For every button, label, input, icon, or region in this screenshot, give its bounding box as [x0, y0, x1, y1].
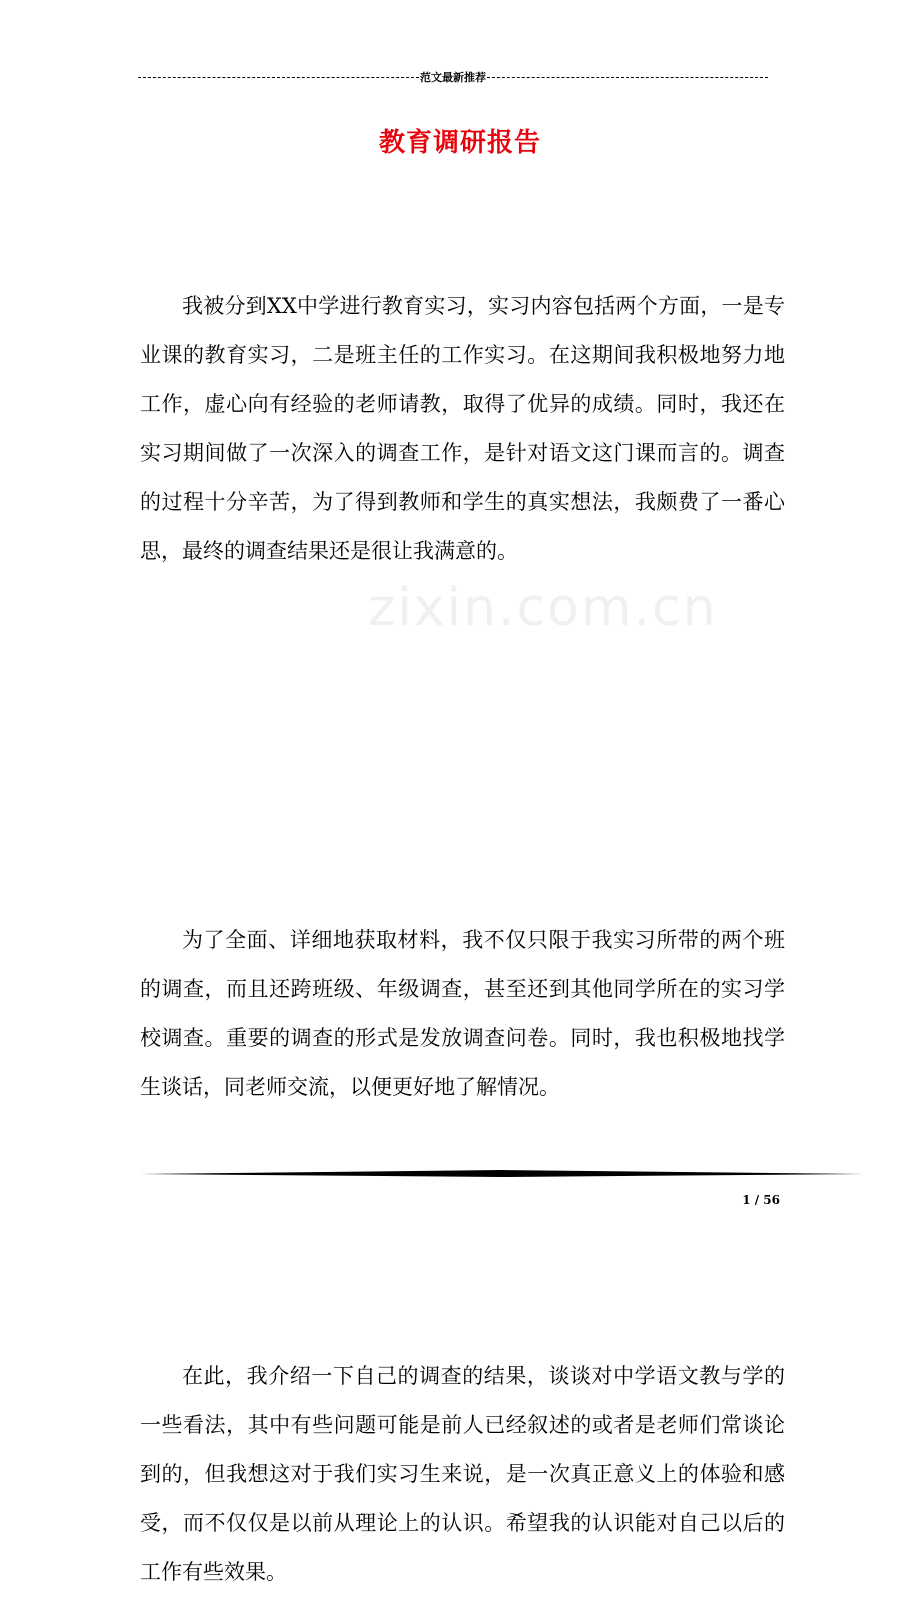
paragraph-3: 在此，我介绍一下自己的调查的结果，谈谈对中学语文教与学的一些看法，其中有些问题可能是前人已经叙述的或者是老师们常谈论到的，但我想这对于我们实习生来说，是一次真正意义上的体验和感受，而不仅仅是以前从理论上的认识。希望我的认识能对自己以后的工作有些效果。 — [140, 1364, 785, 1584]
footer-rule — [140, 1168, 864, 1178]
watermark: zixin.com.cn — [368, 578, 718, 638]
paragraph-1: 我被分到XX中学进行教育实习，实习内容包括两个方面，一是专业课的教育实习，二是班主任的工作实习。在这期间我积极地努力地工作，虚心向有经验的老师请教，取得了优异的成绩。同时，我还在实习期间做了一次深入的调查工作，是针对语文这门课而言的。调查的过程十分辛苦，为了得到教师和学生的真实想法，我颇费了一番心思，最终的调查结果还是很让我满意的。 — [140, 294, 785, 563]
page-number: 1 / 56 — [742, 1193, 780, 1207]
header-dash-right — [487, 77, 768, 78]
header-dash-left — [138, 77, 419, 78]
header-label: 范文最新推荐 — [420, 71, 486, 84]
paragraph-2: 为了全面、详细地获取材料，我不仅只限于我实习所带的两个班的调查，而且还跨班级、年级调查，甚至还到其他同学所在的实习学校调查。重要的调查的形式是发放调查问卷。同时，我也积极地找学生谈话，同老师交流，以便更好地了解情况。 — [140, 928, 785, 1099]
document-title: 教育调研报告 — [378, 128, 541, 158]
page-header — [138, 68, 768, 86]
